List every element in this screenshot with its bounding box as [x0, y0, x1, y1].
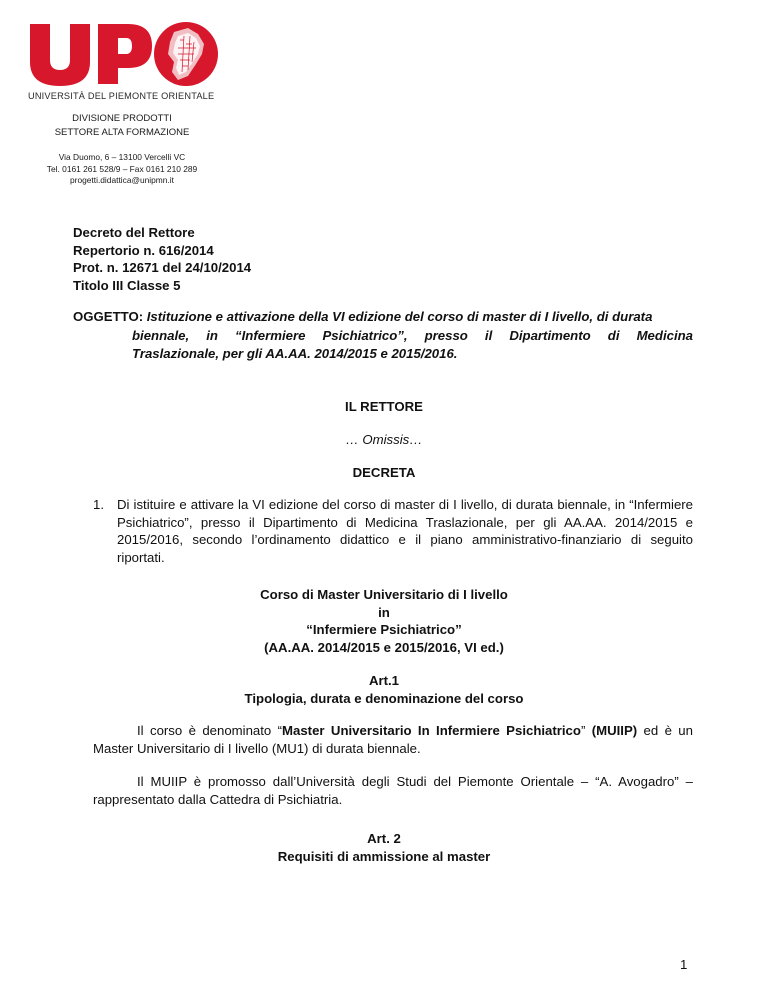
subject-line-2: biennale, in “Infermiere Psichiatrico”, presso il Dipartimento di Medicina	[132, 327, 693, 343]
art1-p1-text-c: ed è un Master Universitario di I livello (MU1) di durata biennale.	[93, 723, 693, 756]
course-title-line-3: “Infermiere Psichiatrico”	[306, 622, 462, 637]
office-division: DIVISIONE PRODOTTI	[72, 113, 172, 124]
logo-letter-u	[30, 24, 90, 86]
article-2-heading	[0, 830, 768, 865]
article-1-heading	[0, 672, 768, 707]
course-title-line-1: Corso di Master Universitario di I livello	[260, 587, 508, 602]
office-sector: SETTORE ALTA FORMAZIONE	[54, 127, 190, 138]
subject-line-3: Traslazionale, per gli AA.AA. 2014/2015 e 2015/2016.	[132, 346, 458, 361]
university-name: UNIVERSITÀ DEL PIEMONTE ORIENTALE	[28, 91, 215, 101]
art1-p1-text-a: Il corso è denominato “	[137, 723, 283, 738]
article-1-title: Tipologia, durata e denominazione del corso	[244, 690, 524, 706]
article-2-number: Art. 2	[367, 831, 401, 846]
contact-block	[12, 152, 232, 187]
decree-protocol: Prot. n. 12671 del 24/10/2014	[73, 260, 252, 275]
decree-meta	[73, 224, 251, 294]
subject-label: OGGETTO:	[73, 309, 144, 324]
course-title-line-4: (AA.AA. 2014/2015 e 2015/2016, VI ed.)	[264, 639, 504, 655]
course-acronym-bold: (MUIIP)	[591, 723, 638, 738]
university-logo	[28, 18, 228, 88]
article-1-number: Art.1	[368, 673, 400, 688]
subject-block	[73, 308, 693, 364]
office-block	[12, 112, 232, 140]
subject-line-1: Istituzione e attivazione della VI edizione del corso di master di I livello, di durata	[146, 309, 653, 324]
article-2-title: Requisiti di ammissione al master	[277, 848, 491, 864]
rector-heading: IL RETTORE	[345, 399, 423, 414]
decree-item-1	[93, 496, 693, 566]
decree-repertorio: Repertorio n. 616/2014	[73, 242, 214, 258]
course-name-bold: Master Universitario In Infermiere Psichiatrico	[282, 723, 581, 738]
decree-type: Decreto del Rettore	[73, 225, 195, 240]
article-1-paragraph-2	[93, 773, 693, 809]
page-number: 1	[680, 957, 688, 972]
omissis-text: … Omissis…	[345, 432, 423, 447]
email-link[interactable]: progetti.didattica@unipmn.it	[70, 175, 174, 185]
decreta-heading: DECRETA	[352, 465, 416, 480]
decree-item-text: Di istituire e attivare la VI edizione del corso di master di I livello, di durata biennale, in “Infermiere Psichiatrico”, presso il Dipartimento di Medicina Traslazionale, per gli AA.AA. 2014/2015 e 2015/2016, secondo l’ordinamento didattico e il piano amministrativo-finanziario di seguito riportati.	[117, 497, 693, 565]
course-title-line-2: in	[378, 604, 390, 620]
course-title	[0, 586, 768, 656]
art1-p2-text: Il MUIIP è promosso dall’Università degli Studi del Piemonte Orientale – “A. Avogadro” – rappresentato dalla Cattedra di Psichiatria.	[93, 774, 693, 807]
phone-fax: Tel. 0161 261 528/9 – Fax 0161 210 289	[46, 163, 198, 174]
decree-item-number: 1.	[93, 497, 104, 512]
decree-title-class: Titolo III Classe 5	[73, 277, 181, 293]
article-1-paragraph-1	[93, 722, 693, 758]
logo-letter-p	[98, 24, 152, 84]
art1-p1-text-b: ”	[580, 723, 592, 738]
address: Via Duomo, 6 – 13100 Vercelli VC	[58, 152, 186, 162]
